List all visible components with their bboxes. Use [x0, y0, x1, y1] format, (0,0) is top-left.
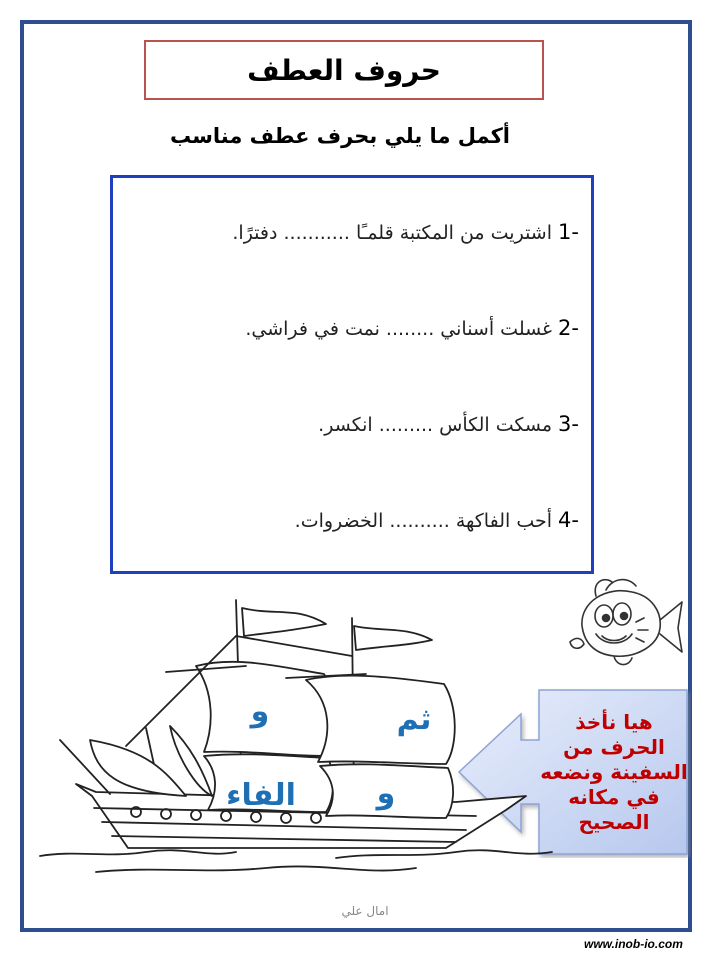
- author-credit: امال علي: [341, 904, 389, 918]
- callout-text: هيا نأخذ الحرف من السفينة ونضعه في مكانه الصحيح: [540, 710, 688, 834]
- page-title: حروف العطف: [144, 40, 544, 100]
- exercise-sentence: غسلت أسناني ........ نمت في فراشي.: [245, 318, 552, 340]
- exercise-number: -3: [558, 412, 579, 436]
- exercise-number: -2: [558, 316, 579, 340]
- sail-word-bottom-right[interactable]: و: [376, 776, 396, 811]
- ship-illustration: [36, 596, 556, 896]
- website-link[interactable]: www.inob-io.com: [584, 937, 683, 951]
- exercise-item-1: [139, 220, 579, 244]
- sail-word-top-left[interactable]: و: [250, 694, 270, 729]
- sail-word-top-right[interactable]: ثم: [396, 702, 432, 737]
- fish-icon: [566, 572, 686, 672]
- exercise-sentence: مسكت الكأس ......... انكسر.: [318, 414, 552, 436]
- exercise-number: -1: [558, 220, 579, 244]
- exercise-box: [110, 175, 594, 574]
- exercise-item-3: [139, 412, 579, 436]
- exercise-number: -4: [558, 508, 579, 532]
- sail-word-bottom-left[interactable]: الفاء: [226, 778, 296, 813]
- instruction-text: أكمل ما يلي بحرف عطف مناسب: [169, 124, 510, 148]
- exercise-sentence: أحب الفاكهة .......... الخضروات.: [294, 510, 552, 532]
- exercise-item-2: [139, 316, 579, 340]
- exercise-item-4: [139, 508, 579, 532]
- exercise-sentence: اشتريت من المكتبة قلمـًا ........... دفترًا.: [232, 222, 552, 244]
